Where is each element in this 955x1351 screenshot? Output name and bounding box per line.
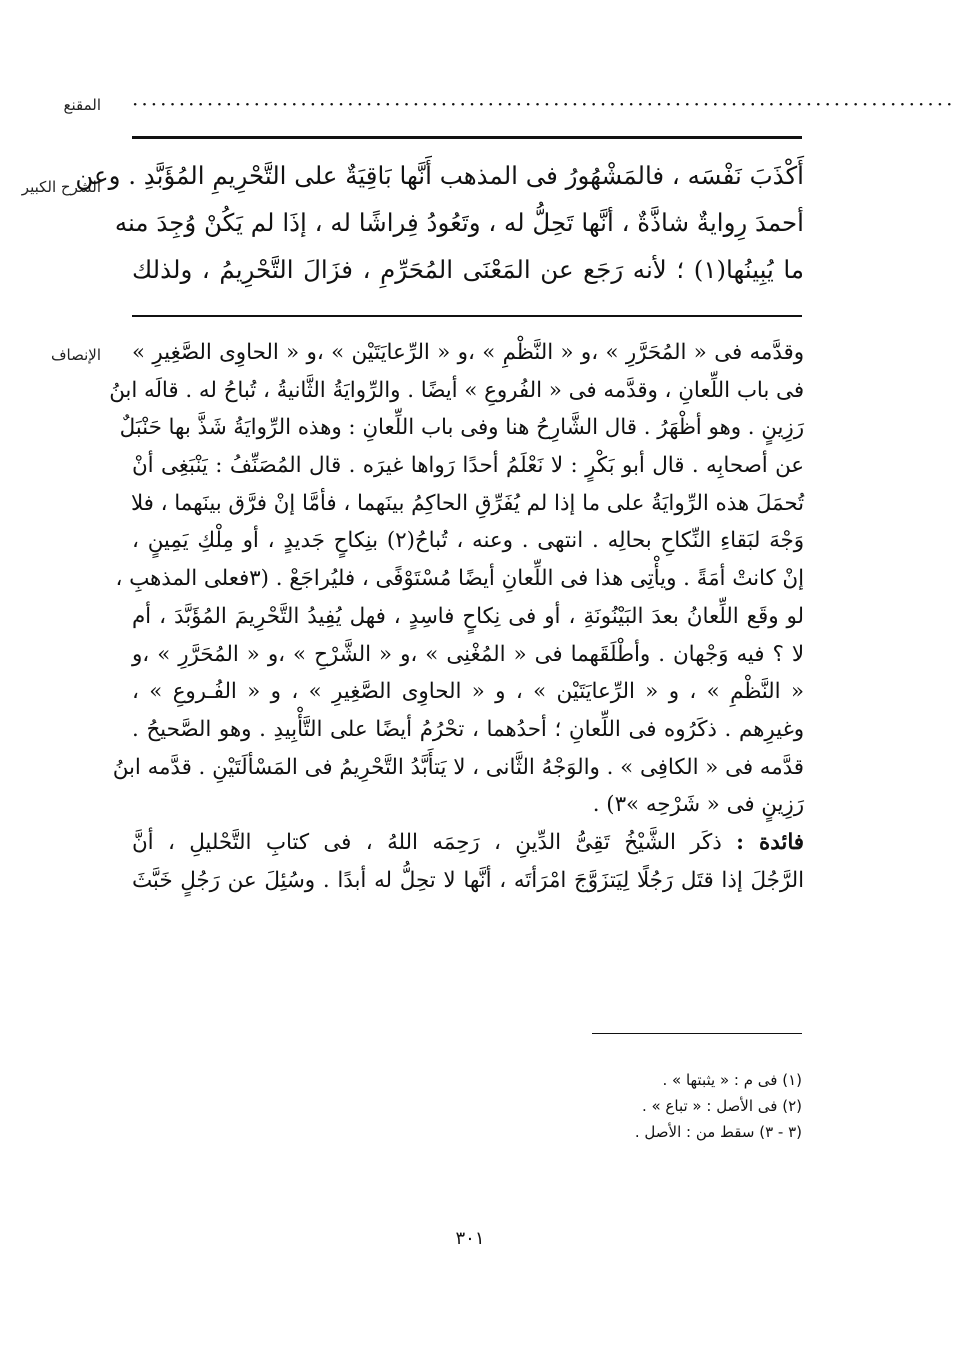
insaf-line: وغيرِهم . ذكَرُوه فى اللِّعانِ ؛ أحدُهما ، تحْرُمُ أيضًا على التَّأْبِيدِ . وهو الصَّحيحُ . (132, 716, 804, 742)
insaf-line: رَزِينٍ فى « شَرْحِه »٣) . (592, 792, 804, 818)
insaf-line: الرَّجُلَ إذا قتَل رَجُلًا لِيَتزَوَّجَ امْرَأتَه ، أنَّها لا تحِلُّ له أبدًا . وسُئِلَ عن رَجُلٍ خَبَّثَ (132, 867, 804, 893)
insaf-label: الإنصاف (50, 346, 101, 364)
footnotes (300, 1067, 802, 1145)
insaf-line: عن أصحابِه . قال أبو بَكْرٍ : لا نَعْلَمُ أحدًا رَواها غيرَه . قال المُصَنِّفُ : يَنْبَغِى أنْ (132, 453, 804, 479)
header-rule (132, 136, 802, 139)
insaf-line: وَجْهَ لبَقاءِ النِّكاحِ بحالِه . انتهى . وعنه ، تُباحُ(٢) بنِكاحٍ جَديدٍ ، أو مِلْكِ يَمِينٍ ، (132, 528, 805, 554)
insaf-line: وقدَّمه فى « المُحَرَّرِ » ،و « النَّظْمِ » ،و « الرِّعايَتَيْن » ،و « الحاوِى الصَّغِيرِ » (132, 340, 804, 365)
faida-keyword: فائدة : (736, 829, 804, 855)
insaf-line: لا ؟ فيه وَجْهان . وأطْلَقَهما فى « المُغْنِى » ،و « الشَّرْحِ » ،و « المُحَرَّرِ » ،و (132, 641, 804, 667)
insaf-line: إنْ كانتْ أمَةً . ويأْتِى هذا فى اللِّعانِ أيضًا مُسْتَوْفًى ، فليُراجَعْ . (٣فعلى المذهبِ ، (115, 566, 804, 592)
insaf-line: رَزِينٍ . وهو أظْهَرُ . قال الشَّارِحُ هنا وفى باب اللِّعانِ : وهذه الرِّوايَةُ شَذَّ بها حَنْبَلٌ (119, 415, 804, 441)
section-rule (132, 315, 802, 317)
footnote: (١) فى م : « يثبتها » . (662, 1071, 802, 1089)
sharh-text (75, 152, 804, 293)
faida-line (132, 824, 804, 862)
insaf-line: قدَّمه فى « الكافِى » . والوَجْهُ الثَّانى ، لا يَتأَبَّدُ التَّحْرِيمُ فى المَسْألَتَيْنِ . قدَّمه ابنُ (112, 754, 804, 780)
insaf-text (109, 334, 805, 899)
footnote: (٣ - ٣) سقط من : الأصل . (634, 1123, 802, 1141)
sharh-label: الشرح الكبير (21, 178, 101, 196)
muqni-label: المقنع (63, 96, 101, 114)
dotted-leader: ························································································ (132, 92, 955, 116)
faida-text: ذكَر الشَّيْخُ تَقِىُّ الدِّينِ ، رَحِمَه اللهُ ، فى كتابِ التَّحْليلِ ، أنَّ (132, 829, 722, 855)
sharh-line: أَكْذَبَ نَفْسَه ، فالمَشْهُورُ فى المذهب أَنَّها بَاقِيَةٌ على التَّحْرِيمِ المُؤَبَّدِ . وعن (75, 161, 804, 190)
insaf-line: لو وقَع اللِّعانُ بعدَ البَيْنُونَةِ ، أو فى نِكاحٍ فاسِدٍ ، فهل يُفِيدُ التَّحْرِيمَ المُؤَبَّدَ ، أم (132, 603, 804, 629)
sharh-line: ما يُبِينُها(١) ؛ لأنه رَجَع عن المَعْنَى المُحَرِّمِ ، فزَالَ التَّحْرِيمُ ، ولذلك (132, 255, 804, 284)
footnote: (٢) فى الأصل : « تباع » . (641, 1097, 802, 1115)
page-number: ٣٠١ (455, 1228, 485, 1249)
footnote-rule (592, 1033, 802, 1034)
insaf-line: تُحمَلَ هذه الرِّوايَةُ على ما إذا لم يُفَرِّقِ الحاكِمُ بينَهما ، فأمَّا إنْ فرَّق بينَهما ، فلا (130, 490, 804, 516)
insaf-line: فى باب اللِّعانِ ، وقدَّمه فى « الفُروعِ » أيضًا . والرِّوايَةُ الثَّانيةُ ، تُباحُ له . قالَه ابنُ (109, 377, 804, 403)
insaf-line: « النَّظْمِ » ، و « الرِّعايَتَيْن » ، و « الحاوِى الصَّغِيرِ » ، و « الفُـروعِ » ، (132, 679, 804, 705)
sharh-line: أحمدَ رِوايةٌ شاذَّةٌ ، أنَّها تَحِلُّ له ، وتَعُودُ فِراشًا له ، إذَا لم يَكُنْ وُجِدَ منه (114, 208, 804, 237)
